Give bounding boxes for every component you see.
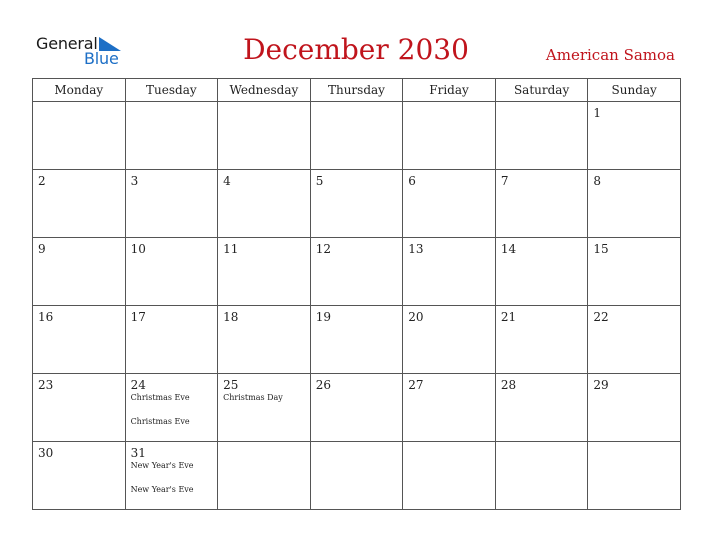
day-number: 29 (593, 378, 609, 392)
day-cell (495, 102, 588, 170)
day-cell (218, 238, 311, 306)
day-cell (403, 374, 496, 442)
day-cell (495, 374, 588, 442)
day-cell (588, 374, 681, 442)
day-cell (310, 102, 403, 170)
day-number: 26 (315, 378, 331, 392)
day-cell (495, 442, 588, 510)
day-number: 27 (408, 378, 424, 392)
day-cell (218, 442, 311, 510)
day-cell (33, 170, 126, 238)
day-number: 20 (408, 310, 424, 324)
week-row (33, 170, 681, 238)
day-number: 21 (500, 310, 517, 324)
day-cell (403, 170, 496, 238)
weekday-header: Wednesday (218, 79, 311, 102)
day-number: 22 (593, 310, 609, 324)
holiday-event: Christmas Day (223, 393, 283, 402)
day-number: 19 (315, 310, 331, 324)
day-cell (403, 238, 496, 306)
day-cell (310, 306, 403, 374)
calendar-grid (32, 78, 681, 510)
day-cell (33, 238, 126, 306)
day-number: 25 (223, 378, 239, 392)
week-row (33, 238, 681, 306)
day-cell (33, 374, 126, 442)
day-cell (495, 238, 588, 306)
day-cell (125, 170, 218, 238)
day-cell (495, 170, 588, 238)
day-cell (125, 442, 218, 510)
day-number: 9 (38, 242, 46, 256)
region-label: American Samoa (545, 46, 675, 64)
day-cell (588, 102, 681, 170)
day-number: 6 (408, 174, 416, 188)
week-row (33, 442, 681, 510)
holiday-event: Christmas Eve (130, 417, 190, 426)
weekday-header: Monday (33, 79, 126, 102)
weekday-header: Saturday (495, 79, 588, 102)
day-number: 15 (593, 242, 609, 256)
day-number: 5 (315, 174, 324, 188)
day-cell (125, 374, 218, 442)
day-number: 28 (500, 378, 517, 392)
day-number: 3 (130, 174, 139, 188)
weekday-header: Tuesday (125, 79, 218, 102)
day-number: 18 (223, 310, 239, 324)
week-row (33, 374, 681, 442)
day-cell (403, 102, 496, 170)
weekday-header: Thursday (310, 79, 403, 102)
day-number: 17 (130, 310, 146, 324)
day-cell (310, 238, 403, 306)
holiday-event: New Year's Eve (130, 461, 194, 470)
day-number: 23 (38, 378, 54, 392)
day-number: 10 (130, 242, 146, 256)
calendar-title: December 2030 (243, 33, 469, 66)
day-number: 24 (130, 378, 146, 392)
day-cell (588, 442, 681, 510)
day-cell (33, 442, 126, 510)
day-number: 14 (500, 242, 517, 256)
day-cell (125, 102, 218, 170)
day-number: 8 (593, 174, 602, 188)
day-number: 1 (593, 106, 602, 120)
day-cell (403, 306, 496, 374)
day-number: 16 (38, 310, 54, 324)
day-number: 13 (408, 242, 424, 256)
week-row (33, 102, 681, 170)
day-cell (310, 170, 403, 238)
day-cell (125, 238, 218, 306)
weekday-header-row (33, 79, 681, 102)
holiday-event: New Year's Eve (130, 485, 194, 494)
day-number: 12 (315, 242, 331, 256)
logo-text-general: General (36, 34, 98, 53)
day-cell (33, 306, 126, 374)
day-cell (403, 442, 496, 510)
day-cell (310, 442, 403, 510)
day-cell (218, 102, 311, 170)
day-number: 31 (130, 446, 146, 460)
day-cell (495, 306, 588, 374)
weekday-header: Friday (403, 79, 496, 102)
day-cell (125, 306, 218, 374)
logo-text-blue: Blue (84, 49, 119, 68)
day-cell (588, 306, 681, 374)
day-number: 7 (500, 174, 509, 188)
week-row (33, 306, 681, 374)
weekday-header: Sunday (588, 79, 681, 102)
day-cell (588, 170, 681, 238)
day-number: 2 (38, 174, 46, 188)
day-number: 4 (223, 174, 231, 188)
day-cell (218, 374, 311, 442)
day-number: 30 (38, 446, 54, 460)
day-cell (218, 306, 311, 374)
day-cell (310, 374, 403, 442)
day-cell (588, 238, 681, 306)
holiday-event: Christmas Eve (130, 393, 190, 402)
day-cell (218, 170, 311, 238)
day-number: 11 (223, 242, 239, 256)
day-cell (33, 102, 126, 170)
